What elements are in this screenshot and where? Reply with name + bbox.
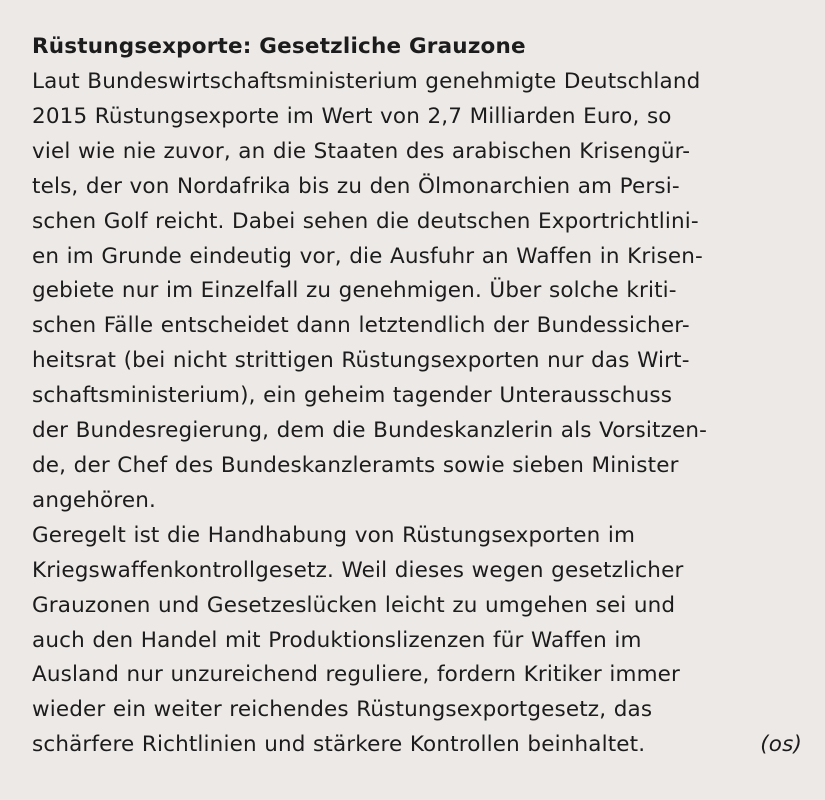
article-body [32,65,802,763]
body-line: wieder ein weiter reichendes Rüstungsexportgesetz, das [32,697,653,723]
body-last-line [32,728,802,763]
body-line: viel wie nie zuvor, an die Staaten des arabischen Krisengür- [32,138,691,164]
body-line: 2015 Rüstungsexporte im Wert von 2,7 Milliarden Euro, so [32,103,672,129]
body-line: gebiete nur im Einzelfall zu genehmigen. Über solche kriti- [32,278,677,304]
body-line: Ausland nur unzureichend reguliere, fordern Kritiker immer [32,662,681,688]
article-title: Rüstungsexporte: Gesetzliche Grauzone [32,34,526,59]
author-signature: (os) [760,732,802,758]
body-line: angehören. [32,487,157,513]
article-box [32,30,802,763]
body-line: auch den Handel mit Produktionslizenzen für Waffen im [32,627,642,653]
body-line: Grauzonen und Gesetzeslücken leicht zu umgehen sei und [32,592,676,618]
body-line: schaftsministerium), ein geheim tagender Unterausschuss [32,383,673,409]
body-line: Laut Bundeswirtschaftsministerium genehmigte Deutschland [32,69,701,94]
body-line: de, der Chef des Bundeskanzleramts sowie sieben Minister [32,452,679,478]
body-line: schärfere Richtlinien und stärkere Kontrollen beinhaltet. [32,732,646,758]
body-line: schen Fälle entscheidet dann letztendlich der Bundessicher- [32,313,690,339]
body-line: Geregelt ist die Handhabung von Rüstungsexporten im [32,522,636,548]
body-line: der Bundesregierung, dem die Bundeskanzlerin als Vorsitzen- [32,418,708,444]
body-line: en im Grunde eindeutig vor, die Ausfuhr an Waffen in Krisen- [32,243,703,269]
body-line: schen Golf reicht. Dabei sehen die deutschen Exportrichtlini- [32,208,699,234]
body-line: heitsrat (bei nicht strittigen Rüstungsexporten nur das Wirt- [32,348,690,374]
body-line: Kriegswaffenkontrollgesetz. Weil dieses wegen gesetzlicher [32,557,684,583]
body-line: tels, der von Nordafrika bis zu den Ölmonarchien am Persi- [32,173,680,199]
